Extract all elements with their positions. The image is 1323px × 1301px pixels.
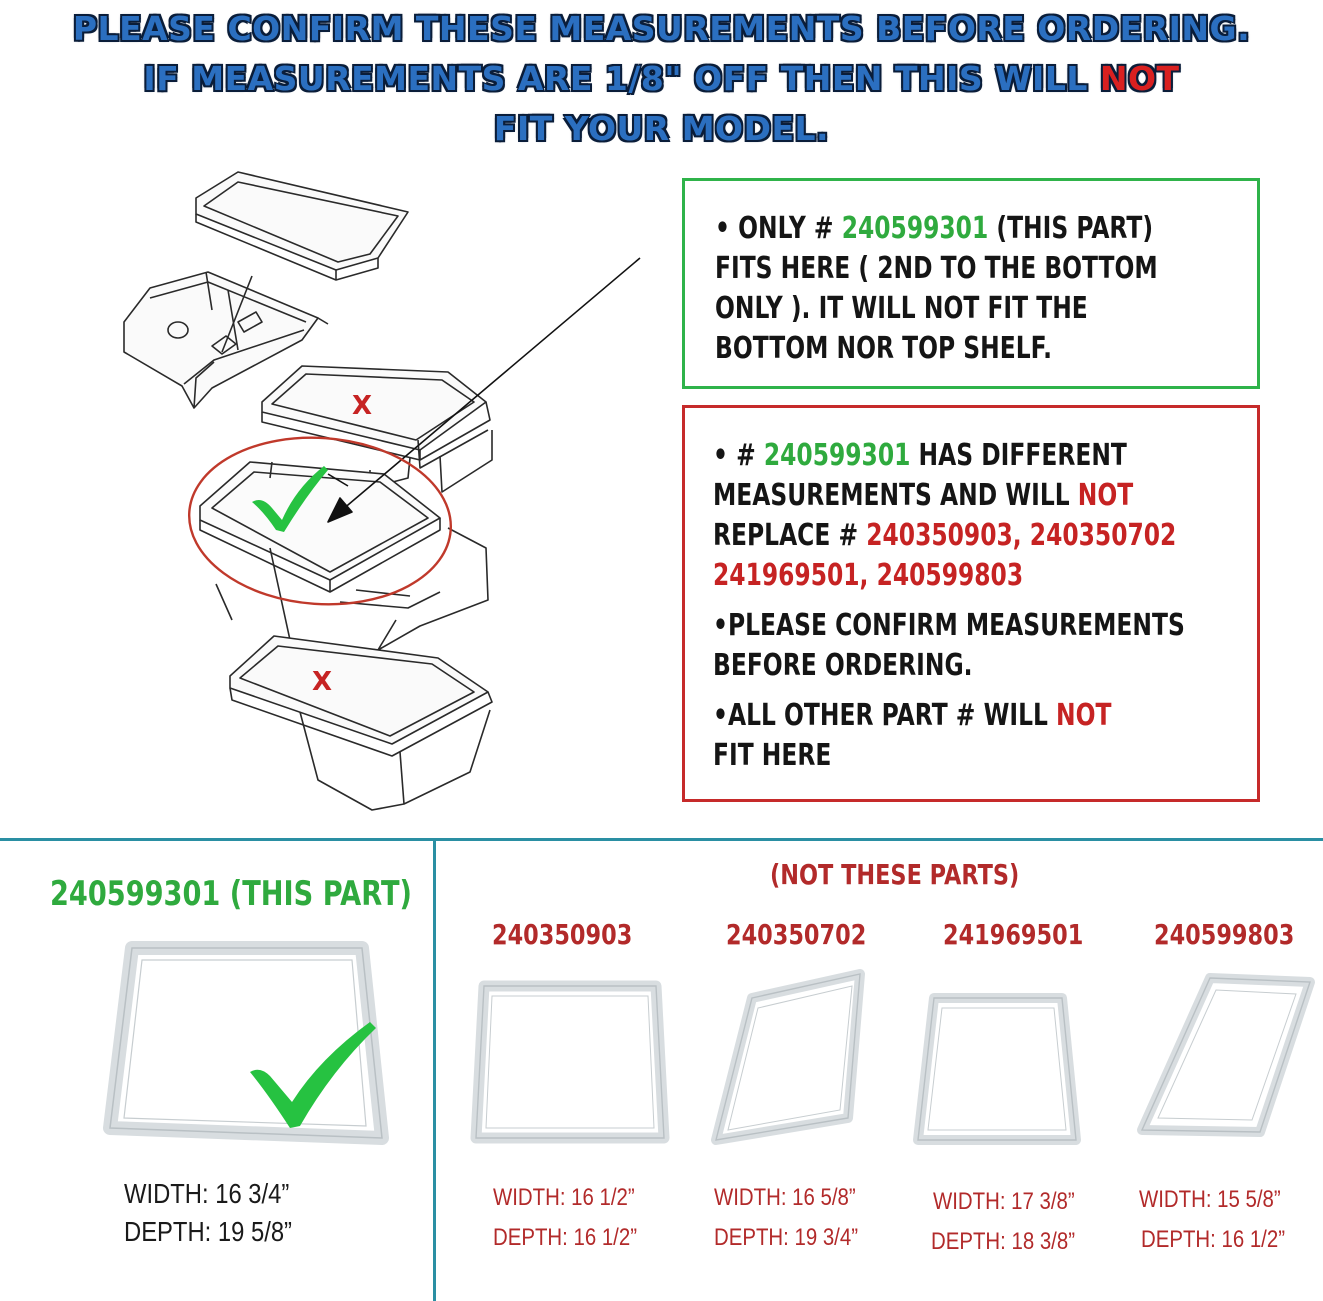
red-line-3-text: REPLACE #: [713, 518, 867, 553]
green-line-3: ONLY ). IT WILL NOT FIT THE: [715, 291, 1088, 326]
red-line-1-text: • #: [713, 438, 764, 473]
other-part-depth-3: DEPTH: 18 3/8”: [931, 1228, 1075, 1255]
red-line-7: [713, 696, 1125, 736]
bottom-drawer-x-mark: X: [312, 667, 333, 697]
other-part-depth-4: DEPTH: 16 1/2”: [1141, 1226, 1285, 1253]
warning-header: [0, 4, 1323, 154]
red-line-2: [713, 476, 1134, 516]
red-box-this-part-number: 240599301: [763, 438, 911, 473]
horizontal-divider: [0, 838, 1323, 841]
red-line-4: 241969501, 240599803: [713, 558, 1024, 593]
red-line-1: [713, 436, 1125, 476]
other-part-frame-image-4: [1136, 968, 1316, 1148]
red-line-5: •PLEASE CONFIRM MEASUREMENTS: [713, 608, 1185, 643]
header-line-2: [0, 54, 1323, 104]
other-part-frame-image-3: [912, 990, 1082, 1150]
other-part-number-4: 240599803: [1154, 918, 1295, 951]
header-line-1: PLEASE CONFIRM THESE MEASUREMENTS BEFORE ORDERING.: [72, 9, 1251, 48]
this-part-width: WIDTH: 16 3/4”: [124, 1178, 290, 1209]
red-line-3: [713, 516, 1177, 556]
green-line-4: BOTTOM NOR TOP SHELF.: [715, 331, 1053, 366]
red-line-7-not: NOT: [1056, 698, 1112, 733]
not-these-parts-heading: (NOT THESE PARTS): [770, 858, 1020, 891]
other-part-width-4: WIDTH: 15 5/8”: [1139, 1186, 1281, 1213]
target-shelf-illustration: [200, 462, 440, 592]
other-part-width-3: WIDTH: 17 3/8”: [933, 1188, 1075, 1215]
green-part-number: 240599301: [841, 211, 989, 246]
top-shelf-illustration: [196, 172, 408, 280]
green-line-1-suffix: (THIS PART): [988, 211, 1154, 246]
header-not-word: NOT: [1099, 59, 1180, 98]
other-part-number-2: 240350702: [726, 918, 867, 951]
green-line-1-text: • ONLY #: [715, 211, 842, 246]
other-part-width-2: WIDTH: 16 5/8”: [714, 1184, 856, 1211]
green-line-2: FITS HERE ( 2ND TO THE BOTTOM: [715, 251, 1158, 286]
red-line-3-numbers: 240350903, 240350702: [866, 518, 1177, 553]
other-part-frame-image-2: [708, 968, 868, 1148]
this-part-label: 240599301 (THIS PART): [50, 874, 412, 914]
red-line-1-suffix: HAS DIFFERENT: [910, 438, 1127, 473]
other-part-width-1: WIDTH: 16 1/2”: [493, 1184, 635, 1211]
other-part-depth-2: DEPTH: 19 3/4”: [714, 1224, 858, 1251]
this-part-check-icon: [250, 1022, 376, 1128]
other-part-frame-image-1: [470, 980, 670, 1145]
red-line-7-text: •ALL OTHER PART # WILL: [713, 698, 1057, 733]
green-line-1: [715, 209, 1154, 249]
fits-here-notice: [682, 178, 1260, 389]
this-part-frame-image: [100, 940, 390, 1150]
other-part-number-1: 240350903: [492, 918, 633, 951]
red-line-2-not: NOT: [1077, 478, 1134, 513]
refrigerator-drawer-diagram: [0, 150, 680, 840]
header-line-2-text: IF MEASUREMENTS ARE 1/8" OFF THEN THIS WILL: [143, 59, 1100, 98]
other-part-depth-1: DEPTH: 16 1/2”: [493, 1224, 637, 1251]
red-line-8: FIT HERE: [713, 738, 832, 773]
this-part-depth: DEPTH: 19 5/8”: [124, 1216, 292, 1247]
header-line-3: FIT YOUR MODEL.: [493, 109, 830, 148]
red-line-2-text: MEASUREMENTS AND WILL: [713, 478, 1078, 513]
bottom-drawer-illustration: [230, 636, 492, 810]
upper-drawer-x-mark: X: [352, 391, 373, 421]
vertical-divider: [433, 838, 436, 1301]
will-not-replace-notice: [682, 405, 1260, 802]
other-part-number-3: 241969501: [943, 918, 1084, 951]
red-line-6: BEFORE ORDERING.: [713, 648, 973, 683]
